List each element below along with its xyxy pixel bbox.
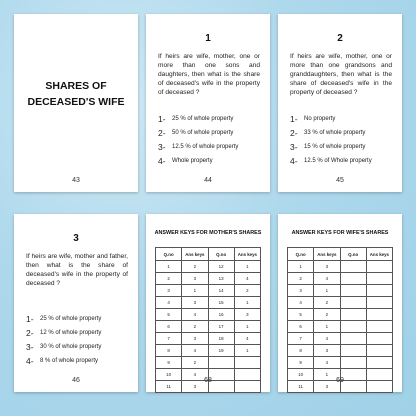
- table-cell: 13: [208, 273, 234, 285]
- table-cell: 5: [288, 309, 314, 321]
- option-1: [290, 112, 396, 126]
- table-row: [156, 285, 261, 297]
- table-cell: 11: [288, 381, 314, 393]
- option-text: 15 % of whole property: [304, 144, 366, 150]
- table-cell: 4: [182, 345, 208, 357]
- table-row: [288, 333, 393, 345]
- table-cell: 1: [156, 261, 182, 273]
- table-cell: 2: [314, 297, 340, 309]
- option-key: 2-: [26, 328, 34, 338]
- table-cell: 3: [314, 345, 340, 357]
- option-key: 1-: [26, 314, 34, 324]
- table-cell: 3: [156, 285, 182, 297]
- table-cell: 10: [156, 369, 182, 381]
- table-row: [156, 345, 261, 357]
- table-cell: 11: [156, 381, 182, 393]
- table-cell: 9: [156, 357, 182, 369]
- table-row: [156, 321, 261, 333]
- page-69: [278, 214, 402, 392]
- option-4: [26, 354, 132, 368]
- table-cell: 2: [156, 273, 182, 285]
- table-cell: 2: [314, 309, 340, 321]
- table-cell: 1: [234, 345, 260, 357]
- options-list: [290, 112, 396, 168]
- option-text: 8 % of whole property: [40, 358, 99, 364]
- option-3: [158, 140, 264, 154]
- column-header: Ans keys: [182, 248, 208, 261]
- table-row: [156, 357, 261, 369]
- section-title: SHARES OF DECEASED'S WIFE: [27, 80, 125, 108]
- page-number: 69: [336, 377, 344, 384]
- option-text: 33 % of whole property: [304, 130, 366, 136]
- option-text: No property: [304, 116, 336, 122]
- table-cell: 7: [288, 333, 314, 345]
- table-cell: [366, 357, 392, 369]
- option-key: 4-: [26, 356, 34, 366]
- table-cell: [340, 285, 366, 297]
- table-row: [156, 261, 261, 273]
- column-header: Ans keys: [314, 248, 340, 261]
- table-cell: 4: [234, 333, 260, 345]
- options-list: [26, 312, 132, 368]
- option-key: 1-: [158, 114, 166, 124]
- table-row: [288, 273, 393, 285]
- table-cell: 2: [288, 273, 314, 285]
- option-key: 4-: [158, 156, 166, 166]
- option-key: 2-: [158, 128, 166, 138]
- table-row: [288, 297, 393, 309]
- table-cell: 1: [288, 261, 314, 273]
- question-number: 3: [73, 233, 79, 244]
- table-row: [156, 333, 261, 345]
- table-cell: 1: [234, 261, 260, 273]
- table-cell: 3: [182, 273, 208, 285]
- table-cell: 19: [208, 345, 234, 357]
- option-text: 12.5 % of Whole property: [304, 158, 372, 164]
- table-row: [288, 309, 393, 321]
- table-row: [288, 261, 393, 273]
- table-cell: 1: [314, 369, 340, 381]
- table-row: [288, 345, 393, 357]
- column-header: Q.no: [156, 248, 182, 261]
- table-cell: 1: [182, 285, 208, 297]
- option-key: 2-: [290, 128, 298, 138]
- table-cell: 2: [234, 285, 260, 297]
- option-text: 25 % of whole property: [40, 316, 102, 322]
- table-cell: 4: [182, 369, 208, 381]
- page-46: [14, 214, 138, 392]
- option-key: 4-: [290, 156, 298, 166]
- table-row: [288, 285, 393, 297]
- option-text: 12.5 % of whole property: [172, 144, 239, 150]
- options-list: [158, 112, 264, 168]
- answer-keys-table: [155, 247, 261, 393]
- table-header-row: [156, 248, 261, 261]
- table-cell: 8: [288, 345, 314, 357]
- table-cell: 4: [234, 273, 260, 285]
- column-header: Q.no: [288, 248, 314, 261]
- option-text: 12 % of whole property: [40, 330, 102, 336]
- page-68: [146, 214, 270, 392]
- page-45: [278, 14, 402, 192]
- table-cell: [340, 357, 366, 369]
- table-cell: [208, 357, 234, 369]
- table-cell: 4: [288, 297, 314, 309]
- table-cell: 3: [314, 381, 340, 393]
- table-cell: 5: [156, 309, 182, 321]
- table-cell: 7: [156, 333, 182, 345]
- table-cell: 1: [234, 321, 260, 333]
- table-cell: 4: [314, 273, 340, 285]
- table-cell: [366, 297, 392, 309]
- question-text: If heirs are wife, mother, one or more than one sons and daughters, then what is the share of deceased's wife in the property of deceased ?: [158, 53, 260, 96]
- table-cell: [340, 309, 366, 321]
- table-cell: 3: [182, 297, 208, 309]
- page-number: 43: [72, 177, 80, 184]
- table-cell: [340, 333, 366, 345]
- page-number: 46: [72, 377, 80, 384]
- column-header: Q.no: [340, 248, 366, 261]
- option-key: 1-: [290, 114, 298, 124]
- table-cell: 6: [156, 321, 182, 333]
- question-number: 1: [205, 33, 211, 44]
- table-cell: 16: [208, 309, 234, 321]
- table-cell: [366, 309, 392, 321]
- table-cell: 15: [208, 297, 234, 309]
- option-2: [290, 126, 396, 140]
- table-cell: 1: [314, 321, 340, 333]
- column-header: Ans keys: [234, 248, 260, 261]
- table-row: [156, 273, 261, 285]
- table-cell: 2: [182, 357, 208, 369]
- page-43: [14, 14, 138, 192]
- table-cell: [366, 261, 392, 273]
- option-key: 3-: [158, 142, 166, 152]
- table-header-row: [288, 248, 393, 261]
- table-row: [288, 357, 393, 369]
- answer-keys-table: [287, 247, 393, 393]
- table-cell: [366, 273, 392, 285]
- table-cell: 14: [208, 285, 234, 297]
- table-cell: 18: [208, 333, 234, 345]
- page-number: 45: [336, 177, 344, 184]
- table-cell: 1: [314, 285, 340, 297]
- option-1: [26, 312, 132, 326]
- page-number: 68: [204, 377, 212, 384]
- option-text: 25 % of whole property: [172, 116, 234, 122]
- table-cell: 3: [314, 261, 340, 273]
- table-cell: 2: [182, 321, 208, 333]
- table-cell: 8: [156, 345, 182, 357]
- option-2: [26, 326, 132, 340]
- option-1: [158, 112, 264, 126]
- table-cell: [366, 321, 392, 333]
- option-4: [290, 154, 396, 168]
- column-header: Q.no: [208, 248, 234, 261]
- answer-keys-title: ANSWER KEYS FOR MOTHER'S SHARES: [154, 230, 262, 236]
- table-cell: 3: [288, 285, 314, 297]
- table-cell: 10: [288, 369, 314, 381]
- table-cell: [340, 345, 366, 357]
- option-text: 50 % of whole property: [172, 130, 234, 136]
- table-cell: 2: [182, 261, 208, 273]
- table-cell: 4: [182, 309, 208, 321]
- page-44: [146, 14, 270, 192]
- column-header: Ans keys: [366, 248, 392, 261]
- table-row: [288, 321, 393, 333]
- option-2: [158, 126, 264, 140]
- option-4: [158, 154, 264, 168]
- option-key: 3-: [290, 142, 298, 152]
- table-cell: 4: [314, 333, 340, 345]
- option-3: [26, 340, 132, 354]
- table-row: [156, 297, 261, 309]
- table-cell: [340, 261, 366, 273]
- table-cell: 17: [208, 321, 234, 333]
- table-cell: 12: [208, 261, 234, 273]
- question-number: 2: [337, 33, 343, 44]
- table-cell: [340, 273, 366, 285]
- table-cell: [340, 297, 366, 309]
- table-cell: [340, 321, 366, 333]
- table-cell: 1: [234, 297, 260, 309]
- option-3: [290, 140, 396, 154]
- table-row: [156, 309, 261, 321]
- answer-keys-title: ANSWER KEYS FOR WIFE'S SHARES: [291, 230, 389, 236]
- table-cell: 9: [288, 357, 314, 369]
- page-number: 44: [204, 177, 212, 184]
- table-cell: [234, 357, 260, 369]
- option-key: 3-: [26, 342, 34, 352]
- table-cell: 3: [182, 381, 208, 393]
- table-cell: [366, 345, 392, 357]
- table-cell: 6: [288, 321, 314, 333]
- option-text: Whole property: [172, 158, 213, 164]
- option-text: 30 % of whole property: [40, 344, 102, 350]
- table-cell: 3: [234, 309, 260, 321]
- table-cell: 3: [182, 333, 208, 345]
- question-text: If heirs are wife, mother, one or more than one grandsons and granddaughters, then what is the share of deceased's wife in the property of deceased ?: [290, 53, 392, 96]
- table-cell: [366, 333, 392, 345]
- table-cell: [366, 285, 392, 297]
- table-cell: 4: [156, 297, 182, 309]
- table-cell: 4: [314, 357, 340, 369]
- question-text: If heirs are wife, mother and father, then what is the share of deceased's wife in the property of deceased ?: [26, 253, 128, 287]
